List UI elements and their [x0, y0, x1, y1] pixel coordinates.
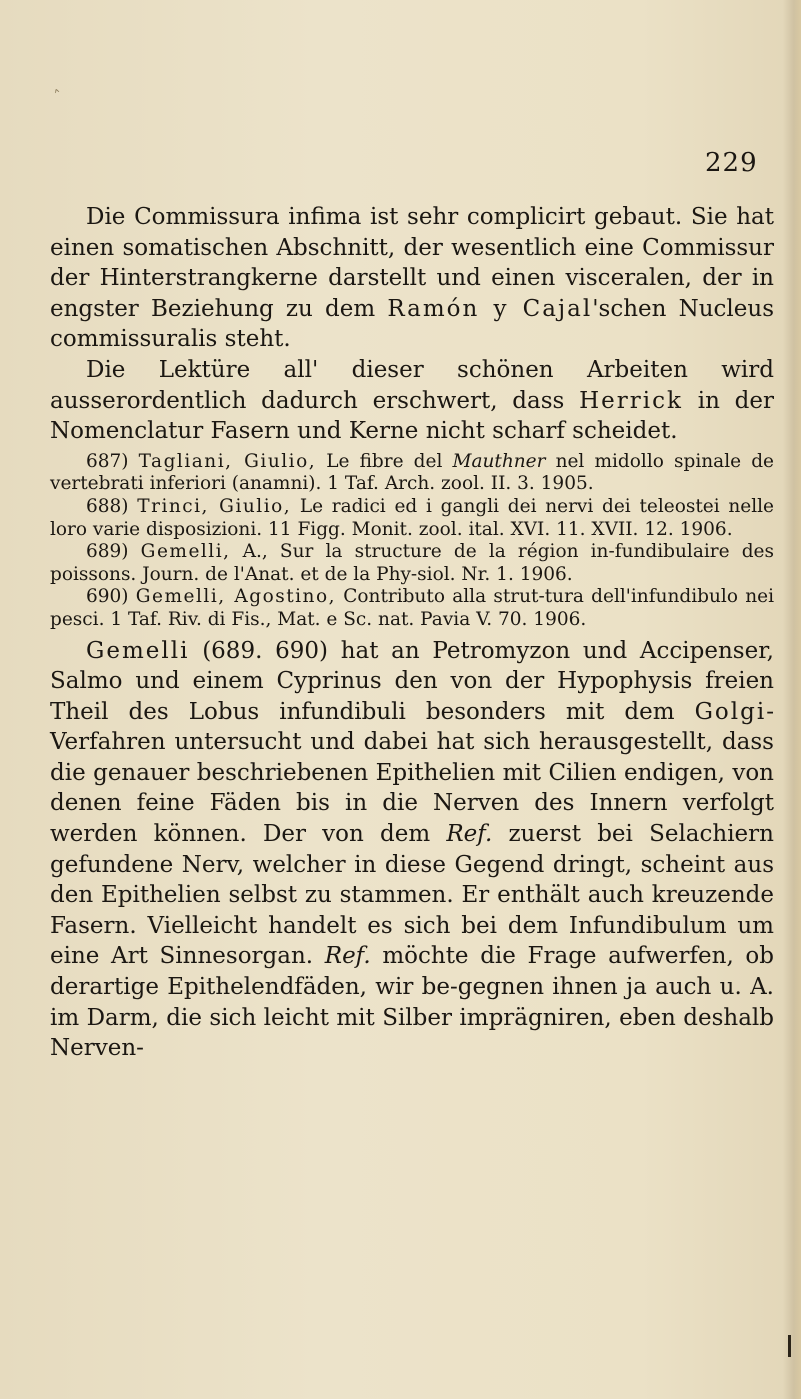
author-name: Ramón y Cajal: [387, 295, 593, 322]
edge-mark: [788, 1335, 791, 1357]
reference-688: 688) Trinci, Giulio, Le radici ed i gangli dei nervi dei teleostei nelle loro varie disposizioni. 11 Figg. Monit. zool. ital. XVI. 11. XVII. 12. 1906.: [50, 495, 774, 540]
reference-689: 689) Gemelli, A., Sur la structure de la région in-fundibulaire des poissons. Journ. de l'Anat. et de la Phy-siol. Nr. 1. 1906.: [50, 541, 774, 585]
reference-author: Gemelli, Agostino,: [135, 586, 336, 608]
reference-690: 690) Gemelli, Agostino, Contributo alla strut-tura dell'infundibulo nei pesci. 1 Taf. Riv. di Fis., Mat. e Sc. nat. Pavia V. 70. 1906.: [50, 586, 774, 630]
author-name: Herrick: [579, 387, 683, 414]
paragraph-lektuere: Die Lektüre all' dieser schönen Arbeiten wird ausserordentlich dadurch erschwert, dass Herrick in der Nomenclatur Fasern und Kerne nicht scharf scheidet.: [50, 356, 774, 445]
ink-mark: ˄: [52, 87, 65, 105]
ref-abbreviation: Ref.: [446, 821, 493, 848]
author-name: Golgi: [694, 698, 767, 725]
paragraph-commissura: Die Commissura infima ist sehr complicirt gebaut. Sie hat einen somatischen Abschnitt, der wesentlich eine Commissur der Hinterstrangkerne darstellt und einen visceralen, der in engster Beziehung zu dem Ramón y Cajal'schen Nucleus commissuralis steht.: [50, 204, 775, 353]
reference-author: Tagliani, Giulio,: [138, 450, 317, 472]
reference-author: Gemelli,: [140, 541, 231, 563]
paragraph-gemelli-summary: Gemelli (689. 690) hat an Petromyzon und Accipenser, Salmo und einem Cyprinus den von der Hypophysis freien Theil des Lobus infundibuli besonders mit dem Golgi-Verfahren untersucht und dabei hat sich herausgestellt, dass die genauer beschriebenen Epithelien mit Cilien endigen, von denen feine Fäden bis in die Nerven des Innern verfolgt werden können. Der von dem Ref. zuerst bei Selachiern gefundene Nerv, welcher in diese Gegend dringt, scheint aus den Epithelien selbst zu stammen. Er enthält auch kreuzende Fasern. Vielleicht handelt es sich bei dem Infundibulum um eine Art Sinnesorgan. Ref. möchte die Frage aufwerfen, ob derartige Epithelendfäden, wir be-gegnen ihnen ja auch u. A. im Darm, die sich leicht mit Silber imprägniren, eben deshalb Nerven-: [50, 637, 774, 1062]
reference-author: Trinci, Giulio,: [137, 495, 292, 517]
page-body: [50, 202, 774, 1064]
page-edge-shadow: [783, 0, 801, 1399]
author-name: Gemelli: [86, 637, 190, 664]
ref-abbreviation: Ref.: [324, 943, 371, 970]
reference-687: 687) Tagliani, Giulio, Le fibre del Mauthner nel midollo spinale de vertebrati inferiori (anamni). 1 Taf. Arch. zool. II. 3. 1905.: [50, 450, 774, 495]
page-number: 229: [705, 148, 758, 178]
